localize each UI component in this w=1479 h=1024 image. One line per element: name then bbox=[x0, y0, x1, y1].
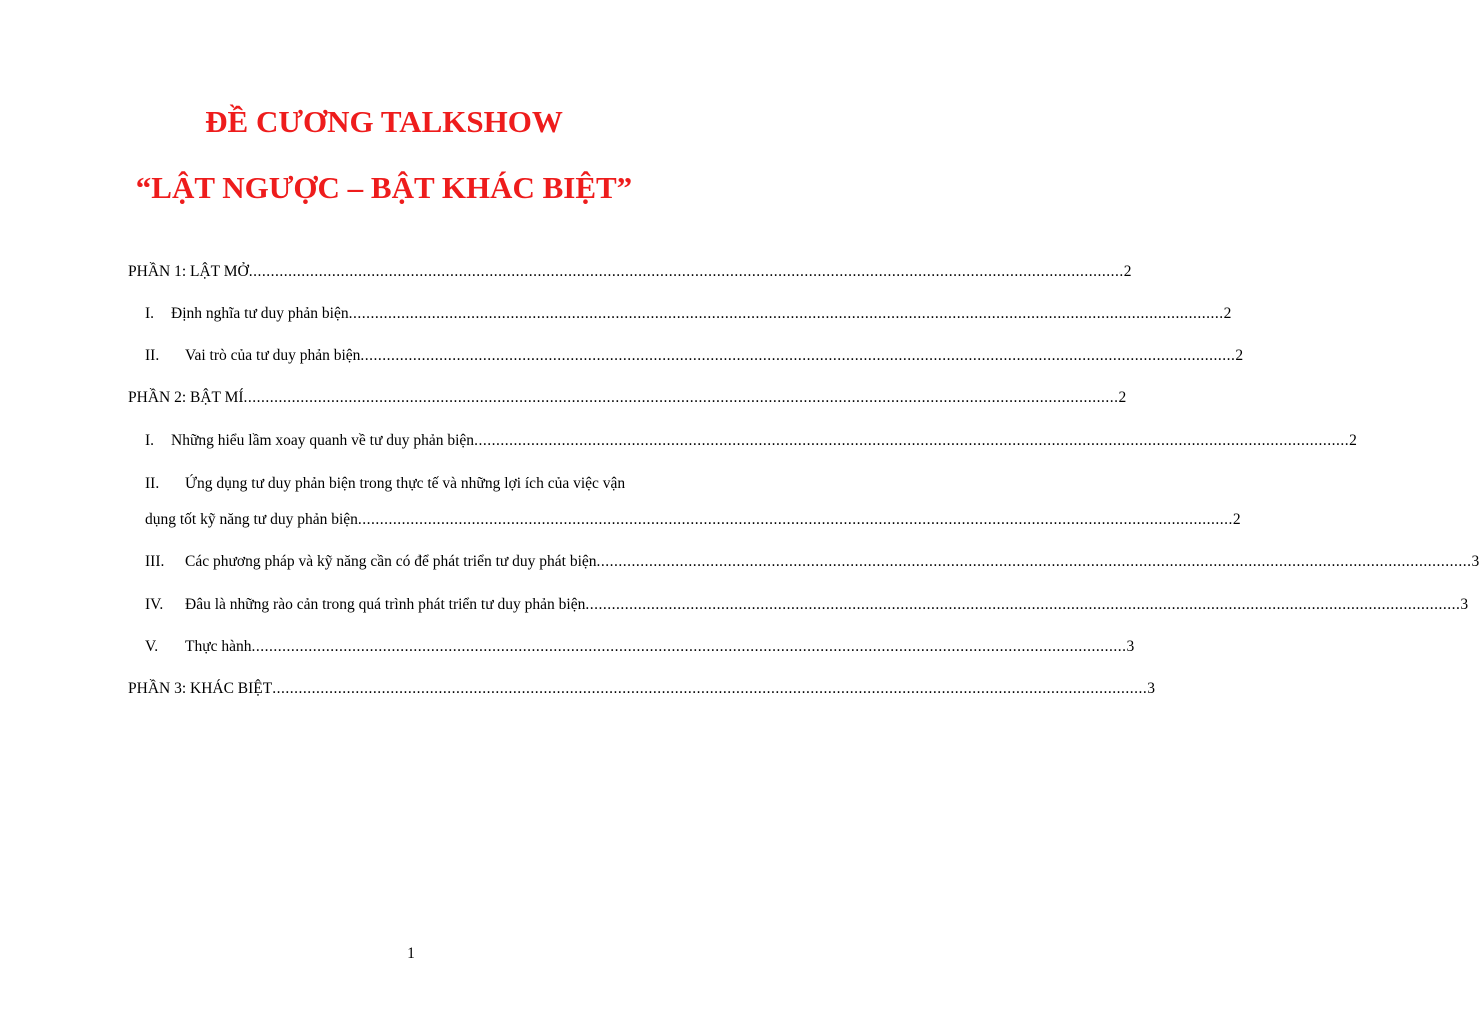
toc-item-numeral: III. bbox=[145, 553, 165, 570]
dot-leader: ........................................................................................................................................................................................................ bbox=[360, 347, 1236, 364]
toc-part-2-item-5[interactable] bbox=[145, 637, 1135, 657]
toc-item-numeral: II. bbox=[145, 475, 160, 492]
dot-leader: ........................................................................................................................................................................................................ bbox=[272, 680, 1148, 697]
toc-page-number: 2 bbox=[1349, 432, 1357, 449]
dot-leader: ........................................................................................................................................................................................................ bbox=[357, 511, 1233, 528]
dot-leader: ........................................................................................................................................................................................................ bbox=[248, 263, 1124, 280]
toc-page-number: 2 bbox=[1223, 305, 1232, 322]
toc-page-number: 3 bbox=[1460, 596, 1469, 613]
toc-part-2[interactable] bbox=[128, 388, 1127, 408]
toc-entry-text: Các phương pháp và kỹ năng cần có để phát triển tư duy phát biện bbox=[185, 553, 597, 570]
toc-entry-text: PHẦN 1: LẬT MỞ bbox=[128, 263, 249, 280]
toc-part-2-item-1[interactable] bbox=[145, 431, 1357, 451]
toc-part-2-item-2-continuation[interactable] bbox=[145, 510, 1241, 530]
toc-part-2-item-3[interactable] bbox=[145, 552, 1479, 572]
dot-leader: ........................................................................................................................................................................................................ bbox=[243, 389, 1119, 406]
toc-part-1-item-2[interactable] bbox=[145, 346, 1244, 366]
title-line-2: “LẬT NGƯỢC – BẬT KHÁC BIỆT” bbox=[135, 170, 633, 205]
dot-leader: ........................................................................................................................................................................................................ bbox=[585, 596, 1461, 613]
toc-page-number: 2 bbox=[1118, 389, 1127, 406]
toc-item-numeral: IV. bbox=[145, 596, 164, 613]
toc-part-1-item-1[interactable] bbox=[145, 304, 1232, 324]
toc-page-number: 2 bbox=[1235, 347, 1244, 364]
toc-page-number: 3 bbox=[1147, 680, 1155, 697]
toc-entry-text: Vai trò của tư duy phản biện bbox=[185, 347, 361, 364]
toc-entry-text: PHẦN 2: BẬT MÍ bbox=[128, 389, 244, 406]
toc-page-number: 3 bbox=[1471, 553, 1479, 570]
toc-item-numeral: V. bbox=[145, 638, 159, 655]
toc-entry-text: Định nghĩa tư duy phản biện bbox=[171, 305, 349, 322]
toc-entry-text: Những hiểu lầm xoay quanh về tư duy phản biện bbox=[171, 432, 475, 449]
dot-leader: ........................................................................................................................................................................................................ bbox=[596, 553, 1472, 570]
toc-item-numeral: I. bbox=[145, 432, 155, 449]
toc-part-2-item-4[interactable] bbox=[145, 595, 1469, 615]
toc-page-number: 2 bbox=[1123, 263, 1132, 280]
page-number: 1 bbox=[407, 945, 415, 962]
toc-part-2-item-2[interactable] bbox=[145, 474, 625, 494]
toc-entry-text: Thực hành bbox=[185, 638, 252, 655]
toc-page-number: 2 bbox=[1232, 511, 1241, 528]
toc-item-numeral: I. bbox=[145, 305, 155, 322]
toc-item-numeral: II. bbox=[145, 347, 160, 364]
dot-leader: ........................................................................................................................................................................................................ bbox=[348, 305, 1224, 322]
toc-entry-text: PHẦN 3: KHÁC BIỆT bbox=[128, 680, 273, 697]
toc-entry-text: Ứng dụng tư duy phản biện trong thực tế và những lợi ích của việc vận bbox=[185, 475, 626, 492]
toc-entry-text-continuation: dụng tốt kỹ năng tư duy phản biện bbox=[145, 511, 358, 528]
toc-part-3[interactable] bbox=[128, 679, 1155, 699]
toc-page-number: 3 bbox=[1126, 638, 1135, 655]
toc-entry-text: Đâu là những rào cản trong quá trình phát triển tư duy phản biện bbox=[185, 596, 586, 613]
dot-leader: ........................................................................................................................................................................................................ bbox=[474, 432, 1350, 449]
dot-leader: ........................................................................................................................................................................................................ bbox=[251, 638, 1127, 655]
title-line-1: ĐỀ CƯƠNG TALKSHOW bbox=[205, 104, 563, 139]
toc-part-1[interactable] bbox=[128, 262, 1132, 282]
